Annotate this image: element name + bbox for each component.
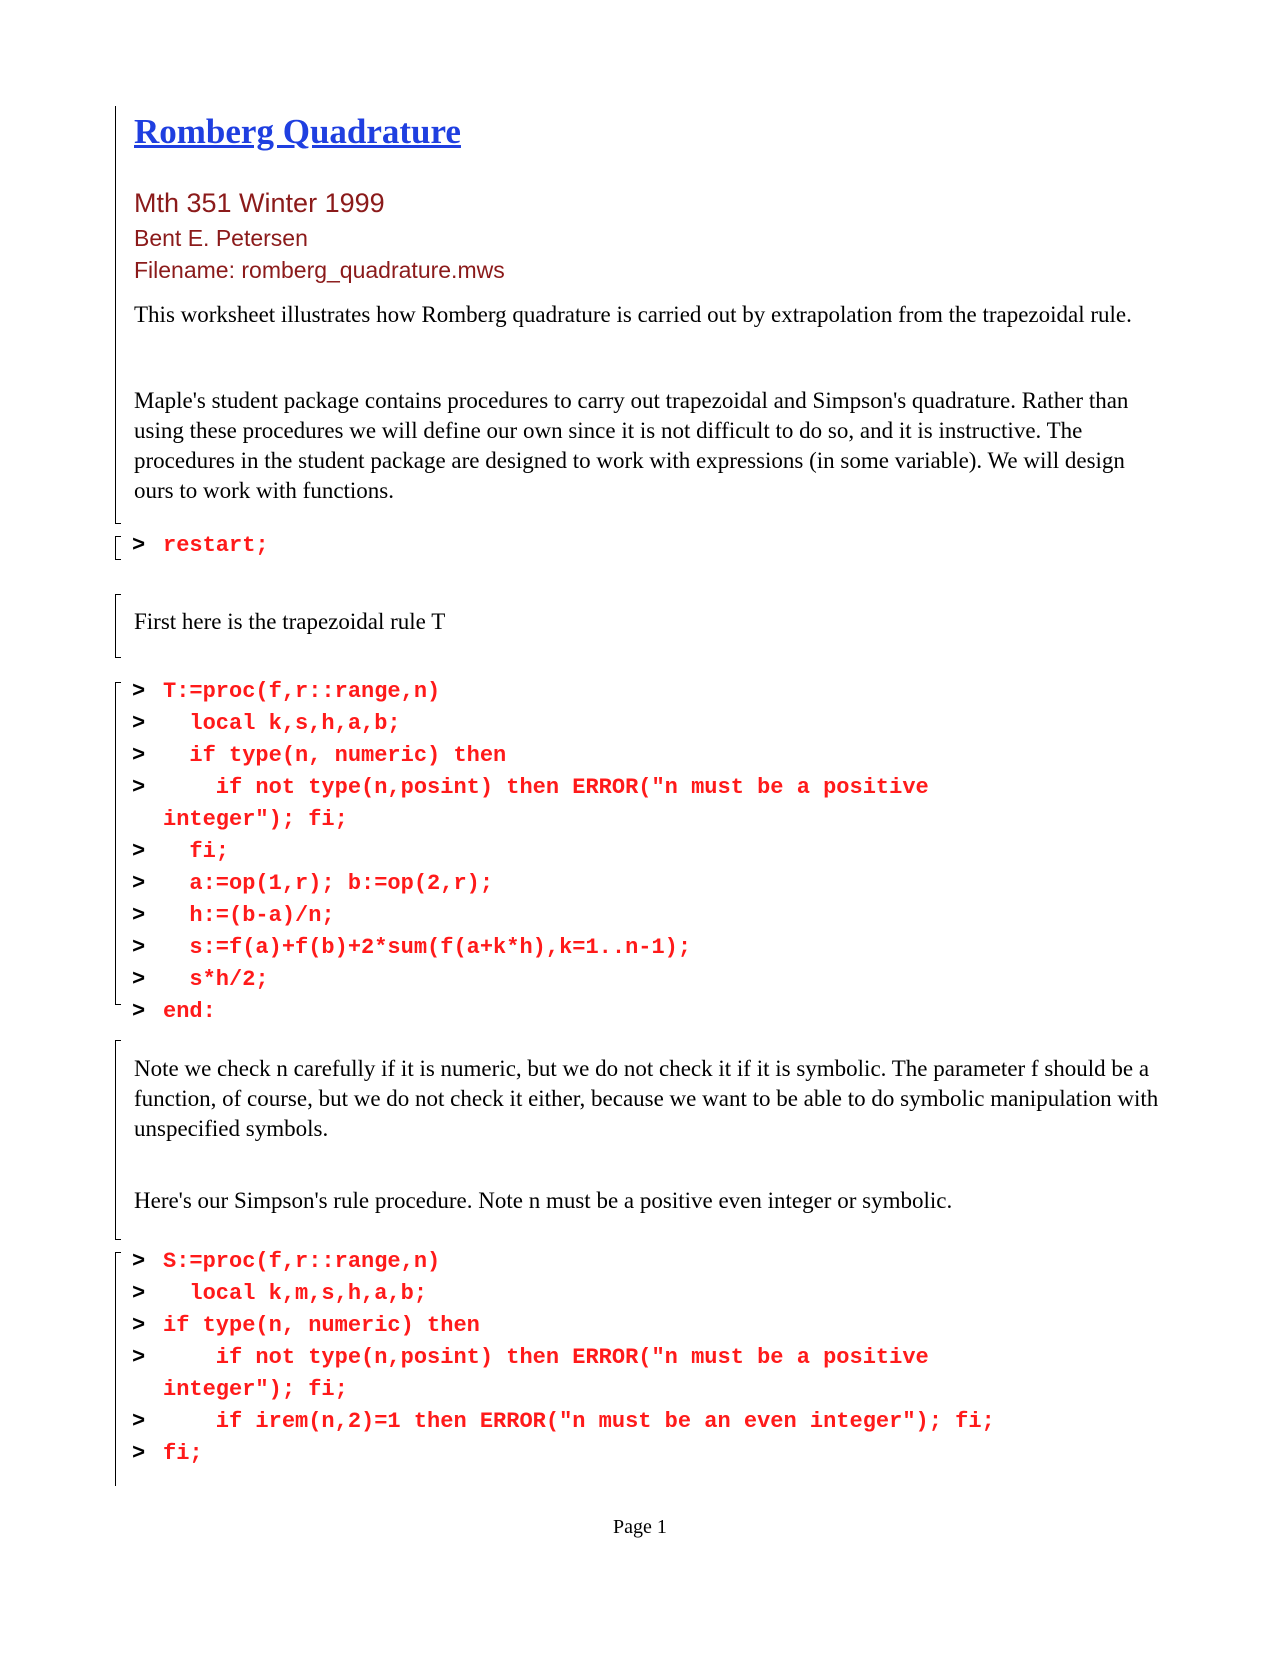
code-line[interactable]: if irem(n,2)=1 then ERROR("n must be an even integer"); fi; (163, 1409, 995, 1434)
input-prompt: > (132, 935, 146, 960)
text-group-bracket (115, 594, 121, 595)
input-prompt: > (132, 839, 146, 864)
execution-group-bracket (115, 536, 116, 560)
input-prompt: > (132, 903, 146, 928)
input-prompt: > (132, 1345, 146, 1370)
note-paragraph: Note we check n carefully if it is numeric, but we do not check it if it is symbolic. The parameter f should be a function, of course, but we do not check it either, because we want to be able to do symbolic manipulation with unspecified symbols. (134, 1056, 1159, 1141)
code-line[interactable]: if not type(n,posint) then ERROR("n must be a positive (163, 775, 929, 800)
execution-group-bracket (115, 682, 121, 683)
execution-group-bracket (115, 1252, 121, 1253)
section-bracket (115, 523, 121, 524)
execution-group-bracket (115, 1252, 116, 1486)
input-prompt: > (132, 679, 146, 704)
input-prompt: > (132, 775, 146, 800)
author-line: Bent E. Petersen (134, 225, 308, 251)
execution-group-bracket (115, 1004, 121, 1005)
input-prompt: > (132, 1313, 146, 1338)
text-group-bracket (115, 594, 116, 658)
text-group-bracket (115, 1040, 116, 1240)
code-line[interactable]: if not type(n,posint) then ERROR("n must be a positive (163, 1345, 929, 1370)
page-number: Page 1 (613, 1516, 667, 1538)
input-prompt: > (132, 999, 146, 1024)
course-heading: Mth 351 Winter 1999 (134, 188, 385, 218)
input-prompt: > (132, 1281, 146, 1306)
intro-paragraph: This worksheet illustrates how Romberg quadrature is carried out by extrapolation from the trapezoidal rule. (134, 302, 1132, 327)
filename-line: Filename: romberg_quadrature.mws (134, 257, 505, 283)
input-prompt: > (132, 1409, 146, 1434)
execution-group-bracket (115, 536, 121, 537)
simpson-intro-text: Here's our Simpson's rule procedure. Note n must be a positive even integer or symbolic. (134, 1188, 953, 1213)
section-bracket (115, 106, 116, 524)
student-package-paragraph: Maple's student package contains procedures to carry out trapezoidal and Simpson's quadrature. Rather than using these procedures we will define our own since it is not difficult to do so, and it is instructive. The procedures in the student package are designed to work with expressions (in some variable). We will design ours to work with functions. (134, 388, 1129, 503)
code-line[interactable]: s:=f(a)+f(b)+2*sum(f(a+k*h),k=1..n-1); (163, 935, 692, 960)
code-line[interactable]: local k,s,h,a,b; (163, 711, 401, 736)
input-prompt: > (132, 1249, 146, 1274)
input-prompt: > (132, 871, 146, 896)
code-line-continuation[interactable]: integer"); fi; (163, 807, 348, 832)
code-line[interactable]: end: (163, 999, 216, 1024)
code-line[interactable]: T:=proc(f,r::range,n) (163, 679, 441, 704)
code-line[interactable]: if type(n, numeric) then (163, 1313, 480, 1338)
code-line[interactable]: a:=op(1,r); b:=op(2,r); (163, 871, 494, 896)
input-prompt: > (132, 1441, 146, 1466)
code-line[interactable]: h:=(b-a)/n; (163, 903, 335, 928)
input-prompt: > (132, 743, 146, 768)
input-prompt: > (132, 711, 146, 736)
text-group-bracket (115, 1239, 121, 1240)
code-line-continuation[interactable]: integer"); fi; (163, 1377, 348, 1402)
code-line[interactable]: if type(n, numeric) then (163, 743, 507, 768)
code-line[interactable]: fi; (163, 839, 230, 864)
code-line[interactable]: fi; (163, 1441, 203, 1466)
execution-group-bracket (115, 682, 116, 1005)
code-line[interactable]: local k,m,s,h,a,b; (163, 1281, 428, 1306)
code-line-restart[interactable]: restart; (163, 533, 269, 558)
text-group-bracket (115, 657, 121, 658)
input-prompt: > (132, 533, 146, 558)
code-line[interactable]: S:=proc(f,r::range,n) (163, 1249, 441, 1274)
code-line[interactable]: s*h/2; (163, 967, 269, 992)
page-title[interactable]: Romberg Quadrature (134, 112, 461, 151)
text-group-bracket (115, 1040, 121, 1041)
trapezoid-intro-text: First here is the trapezoidal rule T (134, 609, 446, 634)
input-prompt: > (132, 967, 146, 992)
execution-group-bracket (115, 559, 121, 560)
